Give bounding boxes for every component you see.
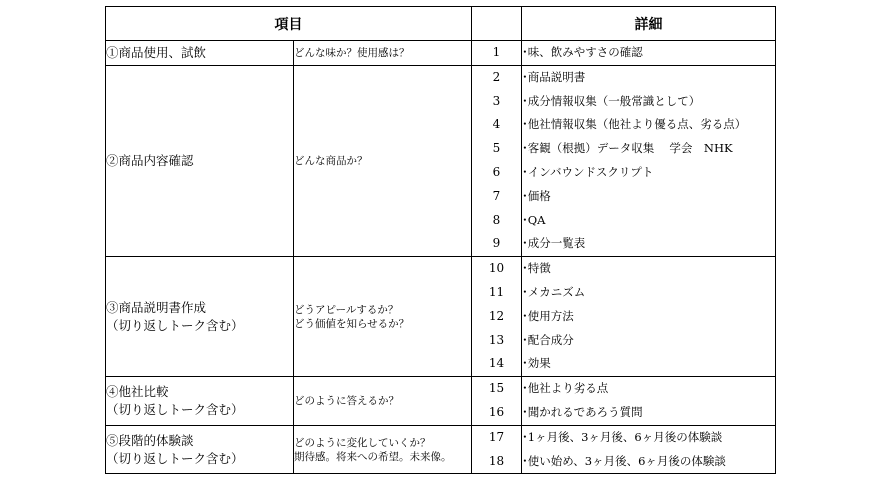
row-number: 11 xyxy=(488,284,505,299)
section-item xyxy=(106,41,294,66)
item-line: ①商品使用、試飲 xyxy=(106,44,207,60)
row-number: 6 xyxy=(492,164,501,179)
row-numbers xyxy=(472,257,522,377)
row-numbers xyxy=(472,425,522,474)
section-row xyxy=(106,41,776,66)
detail-item: ･他社情報収集（他社より優る点、劣る点） xyxy=(522,117,747,132)
item-line: ⑤段階的体験談 xyxy=(106,432,194,448)
detail-item: ･他社より劣る点 xyxy=(522,381,609,396)
detail-item: ･効果 xyxy=(522,356,551,371)
row-details xyxy=(522,257,776,377)
question-line: どのように変化していくか？ xyxy=(294,436,431,449)
section-question xyxy=(294,41,472,66)
detail-item: ･味、飲みやすさの確認 xyxy=(522,45,643,59)
item-line: （切り返しトーク含む） xyxy=(106,317,244,333)
table-body xyxy=(106,41,776,474)
detail-item: ･価格 xyxy=(522,188,551,203)
item-line: （切り返しトーク含む） xyxy=(106,450,244,466)
row-details xyxy=(522,425,776,474)
plan-table xyxy=(105,6,776,474)
section-item xyxy=(106,377,294,426)
row-numbers xyxy=(472,41,522,66)
question-line: どう価値を知らせるか？ xyxy=(294,317,410,330)
section-question xyxy=(294,377,472,426)
row-number: 2 xyxy=(492,69,501,84)
detail-item: ･インバウンドスクリプト xyxy=(522,164,654,179)
section-row xyxy=(106,65,776,256)
row-numbers xyxy=(472,65,522,256)
section-question xyxy=(294,425,472,474)
detail-item: ･特徴 xyxy=(522,261,551,276)
row-number: 12 xyxy=(488,308,505,323)
row-number: 5 xyxy=(492,141,501,156)
detail-item: ･使用方法 xyxy=(522,308,574,323)
row-number: 3 xyxy=(492,93,501,108)
detail-item: ･客観（根拠）データ収集 学会 NHK xyxy=(522,141,733,156)
detail-item: ･聞かれるであろう質問 xyxy=(522,404,643,419)
question-line: 期待感。将来への希望。未来像。 xyxy=(294,450,452,463)
section-row xyxy=(106,257,776,377)
row-number: 9 xyxy=(492,236,501,251)
row-number: 8 xyxy=(492,212,501,227)
row-details xyxy=(522,41,776,66)
header-item: 項目 xyxy=(106,7,472,41)
row-number: 13 xyxy=(488,332,505,347)
row-number: 15 xyxy=(488,381,505,396)
section-item xyxy=(106,65,294,256)
row-number: 7 xyxy=(492,188,501,203)
row-details xyxy=(522,65,776,256)
detail-item: ･成分一覧表 xyxy=(522,236,586,251)
item-line: ③商品説明書作成 xyxy=(106,299,207,315)
row-number: 17 xyxy=(488,429,505,444)
detail-item: ･1ヶ月後、3ヶ月後、6ヶ月後の体験談 xyxy=(522,429,723,444)
question-line: どんな商品か？ xyxy=(294,154,368,167)
section-question xyxy=(294,257,472,377)
detail-item: ･QA xyxy=(522,212,546,227)
header-row xyxy=(106,7,776,41)
section-item xyxy=(106,425,294,474)
section-question xyxy=(294,65,472,256)
row-details xyxy=(522,377,776,426)
question-line: どのように答えるか？ xyxy=(294,394,399,407)
section-row xyxy=(106,377,776,426)
header-number xyxy=(472,7,522,41)
question-line: どんな味か？使用感は？ xyxy=(294,46,410,59)
section-item xyxy=(106,257,294,377)
row-number: 1 xyxy=(492,45,501,59)
row-number: 14 xyxy=(488,356,505,371)
question-line: どうアピールするか？ xyxy=(294,303,399,316)
section-row xyxy=(106,425,776,474)
row-numbers xyxy=(472,377,522,426)
item-line: （切り返しトーク含む） xyxy=(106,401,244,417)
item-line: ②商品内容確認 xyxy=(106,152,194,168)
detail-item: ･成分情報収集（一般常識として） xyxy=(522,93,701,108)
detail-item: ･メカニズム xyxy=(522,284,586,299)
detail-item: ･配合成分 xyxy=(522,332,574,347)
row-number: 4 xyxy=(492,117,501,132)
row-number: 10 xyxy=(488,261,505,276)
item-line: ④他社比較 xyxy=(106,383,169,399)
detail-item: ･使い始め、3ヶ月後、6ヶ月後の体験談 xyxy=(522,453,726,468)
row-number: 18 xyxy=(488,453,505,468)
detail-item: ･商品説明書 xyxy=(522,69,586,84)
header-detail: 詳細 xyxy=(522,7,776,41)
row-number: 16 xyxy=(488,404,505,419)
